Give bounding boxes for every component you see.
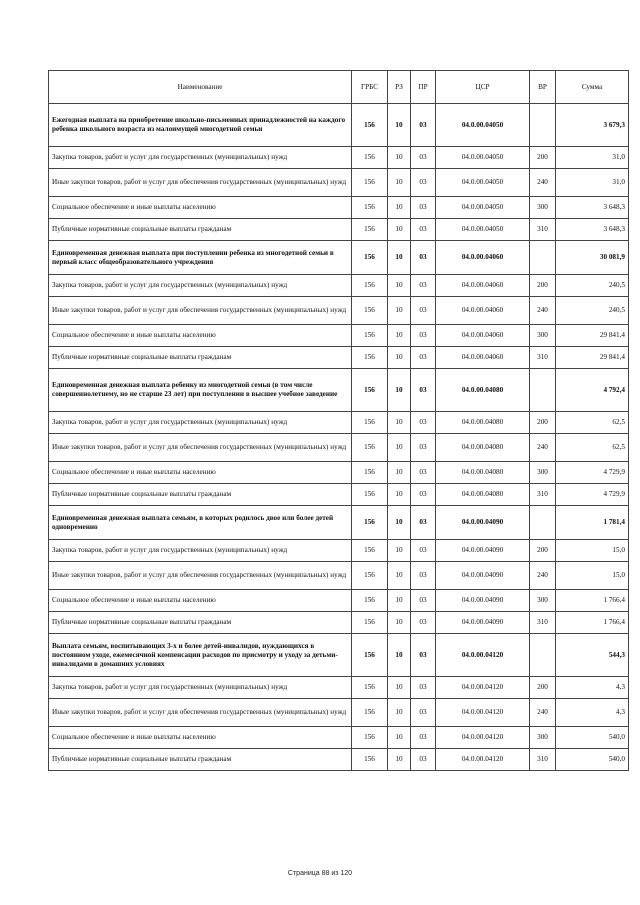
cell-pr: 03 bbox=[411, 727, 436, 749]
cell-csr: 04.0.00.04090 bbox=[436, 562, 530, 590]
cell-sum: 1 781,4 bbox=[556, 506, 629, 540]
cell-sum: 4 729,9 bbox=[556, 462, 629, 484]
cell-name: Социальное обеспечение и иные выплаты населению bbox=[49, 590, 352, 612]
cell-vr: 310 bbox=[530, 347, 556, 369]
cell-rz: 10 bbox=[388, 634, 411, 677]
cell-rz: 10 bbox=[388, 275, 411, 297]
cell-csr: 04.0.00.04080 bbox=[436, 412, 530, 434]
cell-pr: 03 bbox=[411, 434, 436, 462]
cell-rz: 10 bbox=[388, 562, 411, 590]
cell-rz: 10 bbox=[388, 540, 411, 562]
table-row bbox=[49, 412, 629, 434]
header-grbs: ГРБС bbox=[352, 71, 388, 104]
cell-name: Публичные нормативные социальные выплаты гражданам bbox=[49, 484, 352, 506]
cell-name: Публичные нормативные социальные выплаты гражданам bbox=[49, 219, 352, 241]
cell-rz: 10 bbox=[388, 484, 411, 506]
cell-vr: 240 bbox=[530, 169, 556, 197]
cell-vr: 310 bbox=[530, 219, 556, 241]
cell-grbs: 156 bbox=[352, 169, 388, 197]
cell-vr: 300 bbox=[530, 325, 556, 347]
cell-pr: 03 bbox=[411, 147, 436, 169]
cell-name: Иные закупки товаров, работ и услуг для обеспечения государственных (муниципальных) нужд bbox=[49, 699, 352, 727]
cell-vr: 200 bbox=[530, 275, 556, 297]
cell-csr: 04.0.00.04080 bbox=[436, 369, 530, 412]
cell-rz: 10 bbox=[388, 506, 411, 540]
header-sum: Сумма bbox=[556, 71, 629, 104]
cell-sum: 3 648,3 bbox=[556, 197, 629, 219]
table-row bbox=[49, 147, 629, 169]
cell-csr: 04.0.00.04120 bbox=[436, 634, 530, 677]
cell-vr: 310 bbox=[530, 612, 556, 634]
cell-csr: 04.0.00.04090 bbox=[436, 612, 530, 634]
cell-name: Публичные нормативные социальные выплаты гражданам bbox=[49, 612, 352, 634]
table-row bbox=[49, 562, 629, 590]
cell-grbs: 156 bbox=[352, 347, 388, 369]
cell-name: Иные закупки товаров, работ и услуг для обеспечения государственных (муниципальных) нужд bbox=[49, 297, 352, 325]
cell-rz: 10 bbox=[388, 104, 411, 147]
cell-pr: 03 bbox=[411, 562, 436, 590]
cell-csr: 04.0.00.04060 bbox=[436, 241, 530, 275]
cell-rz: 10 bbox=[388, 677, 411, 699]
cell-grbs: 156 bbox=[352, 677, 388, 699]
cell-pr: 03 bbox=[411, 241, 436, 275]
table-row-section bbox=[49, 241, 629, 275]
header-vr: ВР bbox=[530, 71, 556, 104]
cell-csr: 04.0.00.04080 bbox=[436, 462, 530, 484]
cell-rz: 10 bbox=[388, 147, 411, 169]
cell-grbs: 156 bbox=[352, 434, 388, 462]
cell-grbs: 156 bbox=[352, 462, 388, 484]
cell-csr: 04.0.00.04090 bbox=[436, 590, 530, 612]
cell-sum: 540,0 bbox=[556, 727, 629, 749]
cell-sum: 4,3 bbox=[556, 677, 629, 699]
table-body bbox=[49, 104, 629, 771]
cell-name: Выплата семьям, воспитывающих 3-х и более детей-инвалидов, нуждающихся в постоянном уходе, ежемесячной компенсации расходов по присмотру и уходу за детьми-инвалидами в домашних условиях bbox=[49, 634, 352, 677]
table-row bbox=[49, 297, 629, 325]
cell-sum: 15,0 bbox=[556, 540, 629, 562]
cell-sum: 1 766,4 bbox=[556, 590, 629, 612]
cell-grbs: 156 bbox=[352, 484, 388, 506]
table-row bbox=[49, 677, 629, 699]
cell-pr: 03 bbox=[411, 484, 436, 506]
cell-pr: 03 bbox=[411, 540, 436, 562]
cell-csr: 04.0.00.04090 bbox=[436, 540, 530, 562]
cell-name: Публичные нормативные социальные выплаты гражданам bbox=[49, 749, 352, 771]
cell-pr: 03 bbox=[411, 634, 436, 677]
cell-csr: 04.0.00.04060 bbox=[436, 297, 530, 325]
cell-grbs: 156 bbox=[352, 297, 388, 325]
cell-vr bbox=[530, 369, 556, 412]
cell-csr: 04.0.00.04060 bbox=[436, 325, 530, 347]
cell-name: Закупка товаров, работ и услуг для государственных (муниципальных) нужд bbox=[49, 412, 352, 434]
cell-grbs: 156 bbox=[352, 634, 388, 677]
cell-vr: 200 bbox=[530, 540, 556, 562]
cell-name: Социальное обеспечение и иные выплаты населению bbox=[49, 462, 352, 484]
cell-grbs: 156 bbox=[352, 241, 388, 275]
cell-name: Публичные нормативные социальные выплаты гражданам bbox=[49, 347, 352, 369]
cell-grbs: 156 bbox=[352, 369, 388, 412]
table-row-section bbox=[49, 104, 629, 147]
cell-name: Социальное обеспечение и иные выплаты населению bbox=[49, 197, 352, 219]
cell-name: Единовременная денежная выплата при поступлении ребенка из многодетной семьи в первый класс общеобразовательного учреждения bbox=[49, 241, 352, 275]
table-row bbox=[49, 434, 629, 462]
cell-pr: 03 bbox=[411, 749, 436, 771]
cell-rz: 10 bbox=[388, 325, 411, 347]
cell-vr bbox=[530, 104, 556, 147]
table-row bbox=[49, 219, 629, 241]
header-pr: ПР bbox=[411, 71, 436, 104]
cell-sum: 540,0 bbox=[556, 749, 629, 771]
cell-csr: 04.0.00.04050 bbox=[436, 169, 530, 197]
cell-grbs: 156 bbox=[352, 197, 388, 219]
cell-grbs: 156 bbox=[352, 219, 388, 241]
cell-pr: 03 bbox=[411, 412, 436, 434]
cell-grbs: 156 bbox=[352, 540, 388, 562]
cell-vr: 240 bbox=[530, 699, 556, 727]
table-row bbox=[49, 275, 629, 297]
cell-csr: 04.0.00.04050 bbox=[436, 104, 530, 147]
cell-csr: 04.0.00.04120 bbox=[436, 727, 530, 749]
cell-pr: 03 bbox=[411, 612, 436, 634]
cell-rz: 10 bbox=[388, 169, 411, 197]
table-row bbox=[49, 590, 629, 612]
cell-csr: 04.0.00.04120 bbox=[436, 699, 530, 727]
cell-sum: 31,0 bbox=[556, 147, 629, 169]
cell-grbs: 156 bbox=[352, 412, 388, 434]
header-csr: ЦСР bbox=[436, 71, 530, 104]
table-row bbox=[49, 169, 629, 197]
cell-sum: 544,3 bbox=[556, 634, 629, 677]
cell-rz: 10 bbox=[388, 434, 411, 462]
page-number: Страница 88 из 120 bbox=[287, 870, 353, 877]
cell-sum: 29 841,4 bbox=[556, 347, 629, 369]
cell-grbs: 156 bbox=[352, 749, 388, 771]
cell-vr: 300 bbox=[530, 727, 556, 749]
cell-sum: 30 081,9 bbox=[556, 241, 629, 275]
header-rz: РЗ bbox=[388, 71, 411, 104]
cell-rz: 10 bbox=[388, 727, 411, 749]
cell-sum: 29 841,4 bbox=[556, 325, 629, 347]
cell-csr: 04.0.00.04080 bbox=[436, 434, 530, 462]
cell-grbs: 156 bbox=[352, 104, 388, 147]
table-row bbox=[49, 197, 629, 219]
cell-vr: 300 bbox=[530, 462, 556, 484]
cell-grbs: 156 bbox=[352, 699, 388, 727]
cell-pr: 03 bbox=[411, 506, 436, 540]
cell-name: Социальное обеспечение и иные выплаты населению bbox=[49, 325, 352, 347]
table-row bbox=[49, 462, 629, 484]
cell-grbs: 156 bbox=[352, 506, 388, 540]
cell-rz: 10 bbox=[388, 462, 411, 484]
cell-sum: 62,5 bbox=[556, 412, 629, 434]
cell-name: Иные закупки товаров, работ и услуг для обеспечения государственных (муниципальных) нужд bbox=[49, 169, 352, 197]
cell-rz: 10 bbox=[388, 347, 411, 369]
cell-csr: 04.0.00.04050 bbox=[436, 147, 530, 169]
cell-rz: 10 bbox=[388, 749, 411, 771]
table-row bbox=[49, 484, 629, 506]
cell-rz: 10 bbox=[388, 612, 411, 634]
cell-vr: 200 bbox=[530, 677, 556, 699]
header-name: Наименование bbox=[49, 71, 352, 104]
cell-rz: 10 bbox=[388, 297, 411, 325]
table-row bbox=[49, 612, 629, 634]
cell-rz: 10 bbox=[388, 590, 411, 612]
table-row-section bbox=[49, 506, 629, 540]
cell-vr bbox=[530, 241, 556, 275]
table-row bbox=[49, 727, 629, 749]
table-row bbox=[49, 749, 629, 771]
cell-pr: 03 bbox=[411, 219, 436, 241]
cell-grbs: 156 bbox=[352, 147, 388, 169]
table-row bbox=[49, 540, 629, 562]
cell-vr: 310 bbox=[530, 484, 556, 506]
cell-csr: 04.0.00.04060 bbox=[436, 275, 530, 297]
cell-name: Закупка товаров, работ и услуг для государственных (муниципальных) нужд bbox=[49, 147, 352, 169]
cell-grbs: 156 bbox=[352, 612, 388, 634]
cell-csr: 04.0.00.04050 bbox=[436, 219, 530, 241]
cell-sum: 4 792,4 bbox=[556, 369, 629, 412]
cell-vr: 240 bbox=[530, 562, 556, 590]
cell-name: Единовременная денежная выплата ребенку из многодетной семьи (в том числе совершеннолетнему, но не старше 23 лет) при поступлении в высшее учебное заведение bbox=[49, 369, 352, 412]
cell-rz: 10 bbox=[388, 412, 411, 434]
cell-sum: 4 729,9 bbox=[556, 484, 629, 506]
cell-pr: 03 bbox=[411, 325, 436, 347]
cell-rz: 10 bbox=[388, 699, 411, 727]
cell-sum: 15,0 bbox=[556, 562, 629, 590]
cell-pr: 03 bbox=[411, 297, 436, 325]
cell-pr: 03 bbox=[411, 699, 436, 727]
cell-csr: 04.0.00.04120 bbox=[436, 677, 530, 699]
cell-csr: 04.0.00.04060 bbox=[436, 347, 530, 369]
cell-name: Закупка товаров, работ и услуг для государственных (муниципальных) нужд bbox=[49, 275, 352, 297]
cell-name: Иные закупки товаров, работ и услуг для обеспечения государственных (муниципальных) нужд bbox=[49, 434, 352, 462]
cell-pr: 03 bbox=[411, 590, 436, 612]
cell-pr: 03 bbox=[411, 347, 436, 369]
cell-vr: 200 bbox=[530, 147, 556, 169]
cell-csr: 04.0.00.04050 bbox=[436, 197, 530, 219]
cell-pr: 03 bbox=[411, 369, 436, 412]
cell-pr: 03 bbox=[411, 197, 436, 219]
cell-name: Социальное обеспечение и иные выплаты населению bbox=[49, 727, 352, 749]
cell-grbs: 156 bbox=[352, 275, 388, 297]
cell-sum: 3 648,3 bbox=[556, 219, 629, 241]
table-row-section bbox=[49, 369, 629, 412]
cell-vr bbox=[530, 634, 556, 677]
cell-name: Единовременная денежная выплата семьям, в которых родилось двое или более детей одновременно bbox=[49, 506, 352, 540]
cell-pr: 03 bbox=[411, 677, 436, 699]
table-row bbox=[49, 699, 629, 727]
cell-rz: 10 bbox=[388, 197, 411, 219]
table-row bbox=[49, 325, 629, 347]
cell-vr: 240 bbox=[530, 434, 556, 462]
cell-grbs: 156 bbox=[352, 325, 388, 347]
cell-name: Закупка товаров, работ и услуг для государственных (муниципальных) нужд bbox=[49, 540, 352, 562]
cell-sum: 1 766,4 bbox=[556, 612, 629, 634]
cell-sum: 62,5 bbox=[556, 434, 629, 462]
cell-sum: 4,3 bbox=[556, 699, 629, 727]
cell-pr: 03 bbox=[411, 275, 436, 297]
cell-vr: 310 bbox=[530, 749, 556, 771]
cell-sum: 31,0 bbox=[556, 169, 629, 197]
cell-name: Ежегодная выплата на приобретение школьно-письменных принадлежностей на каждого ребенка школьного возраста из малоимущей многодетной семьи bbox=[49, 104, 352, 147]
cell-vr: 200 bbox=[530, 412, 556, 434]
cell-sum: 240,5 bbox=[556, 297, 629, 325]
cell-vr: 240 bbox=[530, 297, 556, 325]
cell-csr: 04.0.00.04090 bbox=[436, 506, 530, 540]
table-row-section bbox=[49, 634, 629, 677]
cell-name: Закупка товаров, работ и услуг для государственных (муниципальных) нужд bbox=[49, 677, 352, 699]
cell-sum: 240,5 bbox=[556, 275, 629, 297]
cell-grbs: 156 bbox=[352, 590, 388, 612]
cell-csr: 04.0.00.04120 bbox=[436, 749, 530, 771]
cell-vr: 300 bbox=[530, 197, 556, 219]
cell-vr bbox=[530, 506, 556, 540]
cell-vr: 300 bbox=[530, 590, 556, 612]
cell-sum: 3 679,3 bbox=[556, 104, 629, 147]
cell-name: Иные закупки товаров, работ и услуг для обеспечения государственных (муниципальных) нужд bbox=[49, 562, 352, 590]
budget-table bbox=[48, 70, 629, 771]
cell-csr: 04.0.00.04080 bbox=[436, 484, 530, 506]
cell-pr: 03 bbox=[411, 462, 436, 484]
cell-pr: 03 bbox=[411, 169, 436, 197]
cell-grbs: 156 bbox=[352, 727, 388, 749]
cell-grbs: 156 bbox=[352, 562, 388, 590]
table-row bbox=[49, 347, 629, 369]
cell-rz: 10 bbox=[388, 219, 411, 241]
table-header-row bbox=[49, 71, 629, 104]
cell-pr: 03 bbox=[411, 104, 436, 147]
cell-rz: 10 bbox=[388, 241, 411, 275]
cell-rz: 10 bbox=[388, 369, 411, 412]
